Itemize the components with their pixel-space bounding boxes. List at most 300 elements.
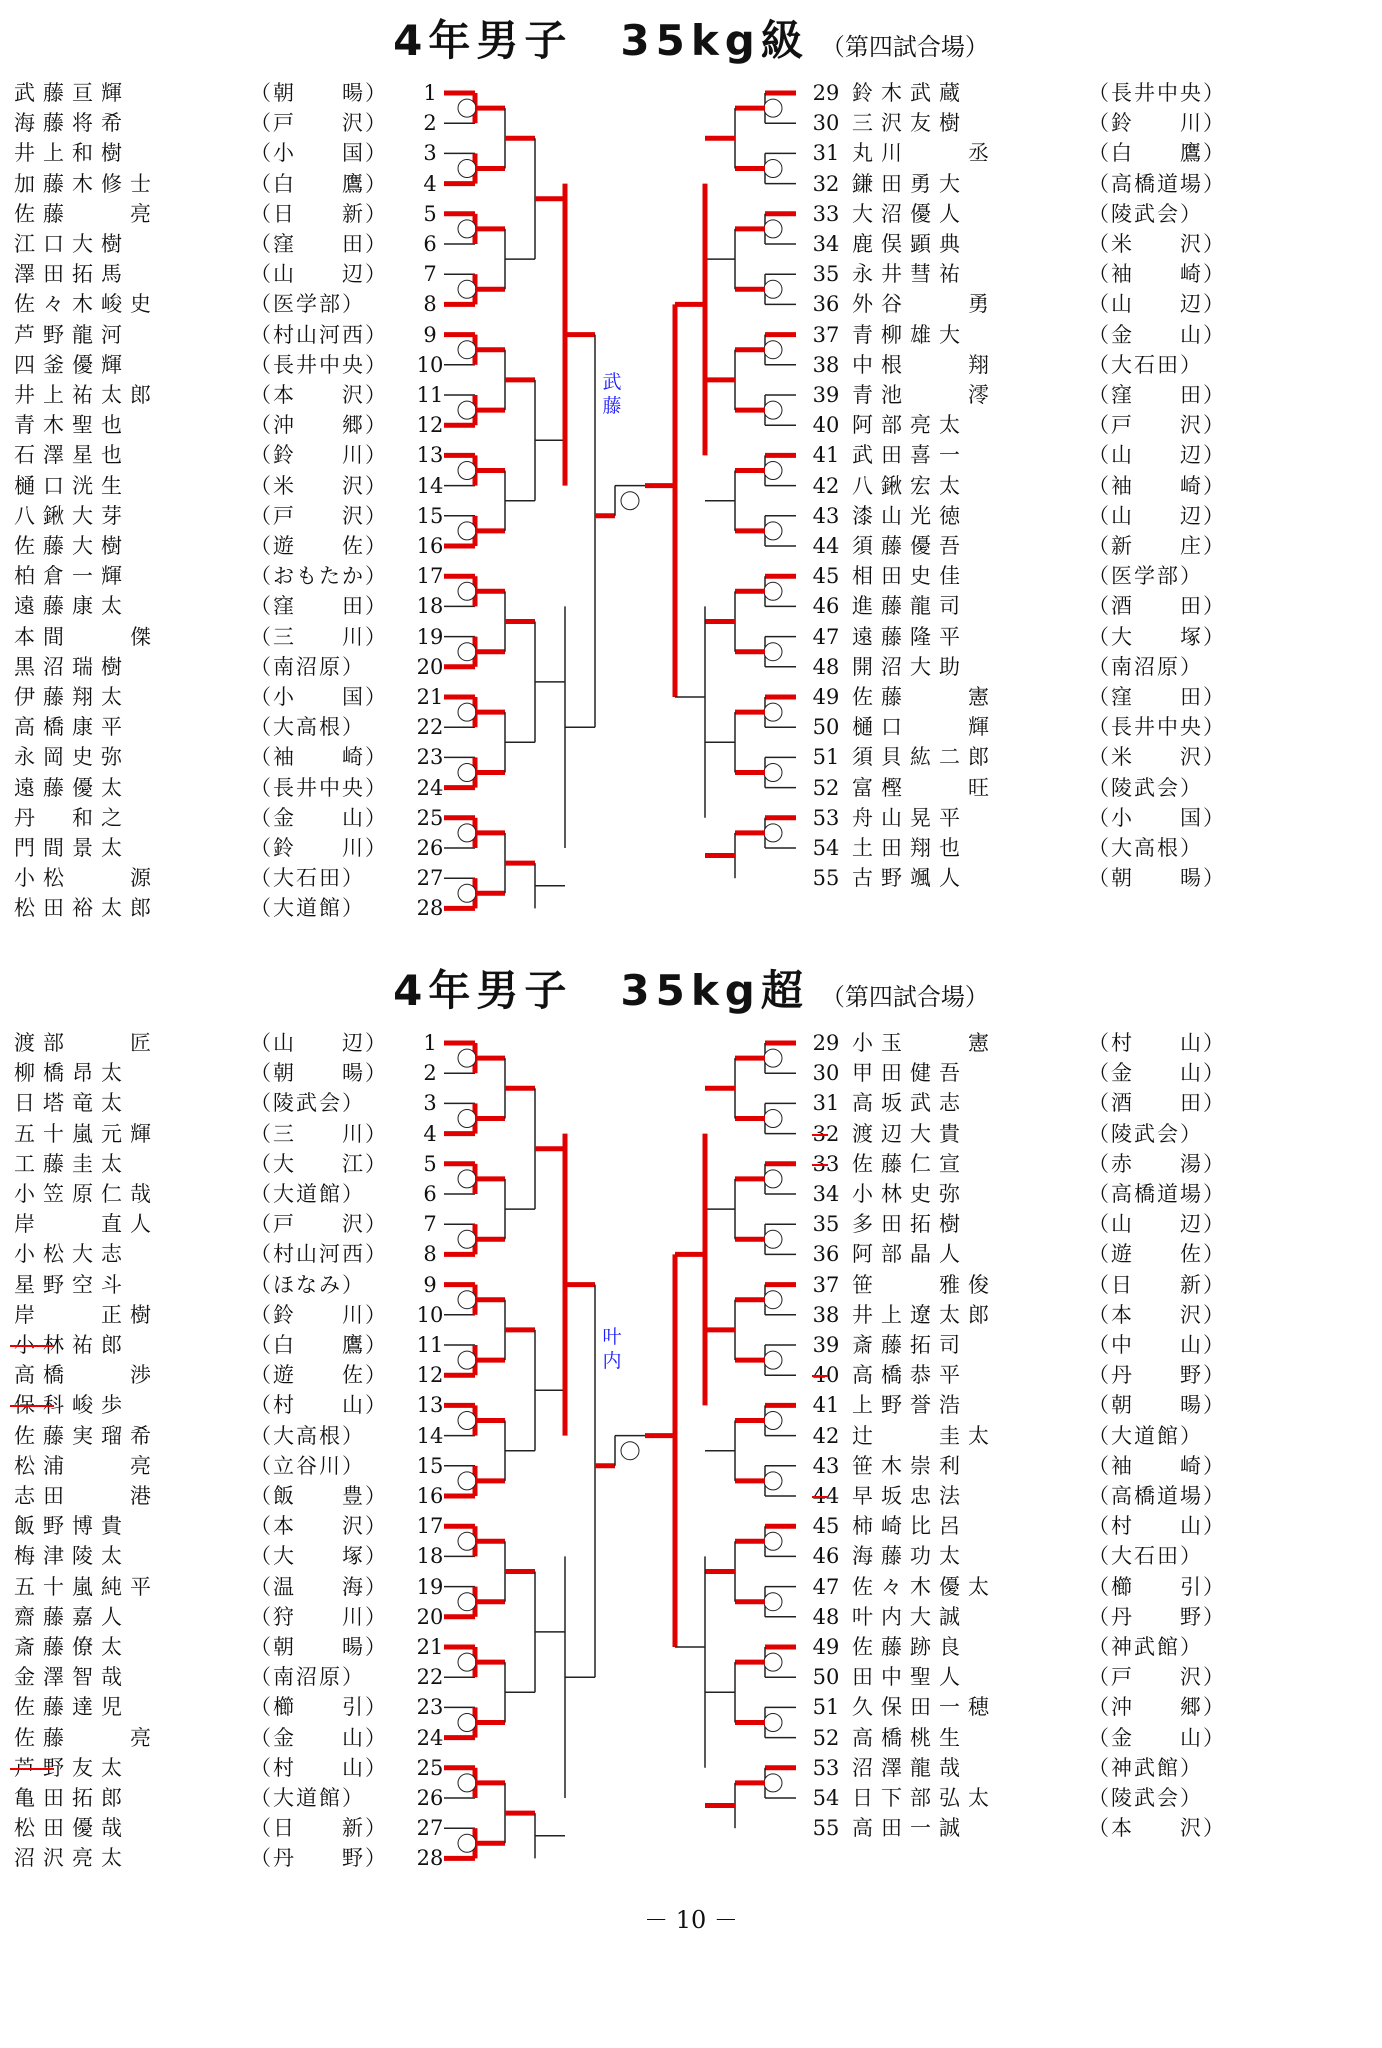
- entrant-number: 36: [812, 1242, 840, 1267]
- match-number-marker: [458, 522, 476, 540]
- category-title: 4年男子 35kg超: [393, 966, 809, 1015]
- entrant-name: 舟山晃平: [852, 805, 968, 830]
- entrant-club: （ほなみ）: [250, 1272, 365, 1297]
- match-number-marker: [458, 643, 476, 661]
- entrant-club: （大道館）: [250, 1182, 365, 1206]
- entrant-club: （陵武会）: [1088, 775, 1203, 800]
- entrant-name: 辻 圭太: [852, 1423, 997, 1448]
- entrant-number: 32: [812, 1121, 840, 1146]
- entrant-name: 阿部亮太: [852, 413, 968, 438]
- entrant-name: 阿部晶人: [852, 1242, 968, 1267]
- entrant-number: 33: [812, 201, 840, 226]
- entrant-name: 土田翔也: [852, 836, 968, 860]
- match-number-marker: [458, 1653, 476, 1671]
- match-number-marker: [764, 1170, 782, 1188]
- entrant-club: （南沼原）: [1088, 654, 1203, 679]
- entrant-name: 遠藤康太: [14, 594, 130, 619]
- entrant-number: 26: [416, 1786, 444, 1810]
- entrant-name: 工藤圭太: [14, 1151, 130, 1176]
- entrant-name: 上野誉浩: [852, 1393, 968, 1418]
- entrant-club: （小 国）: [1088, 805, 1226, 830]
- entrant-name: 叶内大誠: [852, 1604, 968, 1629]
- entrant-name: 海藤将希: [14, 111, 130, 136]
- entrant-number: 41: [812, 443, 840, 468]
- entrant-club: （白 鷹）: [1088, 141, 1226, 166]
- entrant-number: 52: [812, 775, 840, 800]
- entrant-number: 38: [812, 1302, 840, 1327]
- entrant-number: 34: [812, 1182, 840, 1206]
- entrant-number: 49: [812, 1635, 840, 1659]
- entrant-name: 斎藤拓司: [852, 1333, 968, 1357]
- entrant-club: （窪 田）: [250, 232, 388, 256]
- entrant-number: 20: [416, 654, 444, 679]
- entrant-name: 丹 和之: [14, 805, 130, 830]
- entrant-club: （日 新）: [250, 1816, 388, 1841]
- entrant-club: （温 海）: [250, 1574, 388, 1599]
- entrant-name: 松田優哉: [14, 1816, 130, 1841]
- entrant-club: （村 山）: [250, 1393, 388, 1418]
- entrant-number: 36: [812, 292, 840, 317]
- match-number-marker: [764, 1653, 782, 1671]
- entrant-club: （大石田）: [250, 866, 365, 891]
- entrant-club: （窪 田）: [1088, 685, 1226, 709]
- winner-name: 叶内: [602, 1326, 622, 1372]
- entrant-number: 4: [423, 171, 437, 196]
- match-number-marker: [458, 1170, 476, 1188]
- entrant-club: （長井中央）: [1088, 81, 1226, 105]
- entrant-number: 29: [812, 1031, 840, 1055]
- entrant-club: （袖 崎）: [1088, 262, 1226, 287]
- match-number-marker: [764, 1532, 782, 1550]
- entrant-club: （戸 沢）: [1088, 1665, 1226, 1690]
- entrant-name: 江口大樹: [14, 232, 130, 256]
- entrant-name: 須藤優吾: [852, 534, 968, 558]
- match-number-marker: [764, 1593, 782, 1611]
- match-number-marker: [458, 1714, 476, 1732]
- match-number-marker: [764, 1230, 782, 1248]
- match-number-marker: [764, 280, 782, 298]
- match-number-marker: [458, 1049, 476, 1067]
- entrant-club: （袖 崎）: [1088, 1453, 1226, 1478]
- entrant-name: 笹木崇利: [852, 1453, 968, 1478]
- entrant-club: （山 辺）: [250, 262, 388, 287]
- entrant-club: （酒 田）: [1088, 594, 1226, 619]
- entrant-number: 1: [423, 81, 437, 105]
- entrant-number: 6: [423, 1182, 437, 1206]
- entrant-number: 35: [812, 262, 840, 287]
- match-number-marker: [764, 1049, 782, 1067]
- entrant-name: 飯野博貴: [14, 1514, 130, 1539]
- entrant-club: （高橋道場）: [1088, 171, 1226, 196]
- entrant-number: 14: [416, 473, 444, 498]
- match-number-marker: [458, 703, 476, 721]
- entrant-name: 武藤亘輝: [14, 81, 130, 105]
- entrant-club: （金 山）: [250, 1725, 388, 1750]
- entrant-name: 五十嵐純平: [14, 1574, 159, 1599]
- match-number-marker: [458, 341, 476, 359]
- entrant-club: （沖 郷）: [1088, 1695, 1226, 1720]
- entrant-number: 30: [812, 111, 840, 136]
- match-number-marker: [458, 462, 476, 480]
- entrant-club: （村山河西）: [250, 322, 388, 347]
- entrant-club: （遊 佐）: [250, 534, 388, 558]
- entrant-name: 多田拓樹: [852, 1212, 968, 1237]
- entrant-club: （長井中央）: [250, 352, 388, 377]
- entrant-number: 55: [812, 866, 840, 891]
- entrant-name: 外谷 勇: [852, 292, 997, 317]
- match-number-marker: [458, 1230, 476, 1248]
- entrant-name: 伊藤翔太: [14, 685, 130, 709]
- entrant-club: （おもたか）: [250, 564, 388, 589]
- entrant-name: 大沼優人: [852, 201, 968, 226]
- match-number-marker: [764, 1774, 782, 1792]
- match-number-marker: [458, 764, 476, 782]
- entrant-name: 佐藤実瑠希: [14, 1423, 159, 1448]
- entrant-name: 門間景太: [14, 836, 130, 860]
- entrant-name: 岸 正樹: [14, 1302, 159, 1327]
- match-number-marker: [458, 1532, 476, 1550]
- entrant-name: 武田喜一: [852, 443, 968, 468]
- match-number-marker: [458, 1351, 476, 1369]
- entrant-name: 日下部弘太: [852, 1786, 997, 1810]
- match-number-marker: [764, 341, 782, 359]
- entrant-club: （金 山）: [1088, 322, 1226, 347]
- entrant-club: （日 新）: [250, 201, 388, 226]
- entrant-number: 39: [812, 383, 840, 407]
- match-number-marker: [764, 160, 782, 178]
- entrant-name: 小笠原仁哉: [14, 1182, 159, 1206]
- entrant-club: （高橋道場）: [1088, 1182, 1226, 1206]
- match-number-marker: [621, 1442, 639, 1460]
- entrant-number: 12: [416, 413, 444, 438]
- entrant-club: （南沼原）: [250, 1665, 365, 1690]
- entrant-name: 黒沼瑞樹: [14, 654, 130, 679]
- entrant-name: 青池 澪: [852, 383, 997, 407]
- entrant-club: （遊 佐）: [250, 1363, 388, 1388]
- entrant-number: 10: [416, 1302, 444, 1327]
- match-number-marker: [764, 1412, 782, 1430]
- entrant-number: 21: [416, 1635, 444, 1659]
- entrant-club: （金 山）: [250, 805, 388, 830]
- entrant-name: 保科峻歩: [14, 1393, 130, 1418]
- entrant-name: 梅津陵太: [14, 1544, 130, 1569]
- entrant-number: 17: [416, 564, 444, 589]
- entrant-name: 開沼大助: [852, 654, 968, 679]
- match-number-marker: [764, 764, 782, 782]
- entrant-club: （白 鷹）: [250, 171, 388, 196]
- entrant-club: （窪 田）: [1088, 383, 1226, 407]
- entrant-name: 小林祐郎: [14, 1333, 130, 1357]
- entrant-name: 八鍬大芽: [14, 503, 130, 528]
- entrant-number: 31: [812, 1091, 840, 1116]
- entrant-number: 44: [812, 1484, 840, 1508]
- entrant-name: 井上祐太郎: [14, 383, 159, 407]
- entrant-number: 46: [812, 1544, 840, 1569]
- entrant-number: 20: [416, 1604, 444, 1629]
- entrant-club: （山 辺）: [1088, 292, 1226, 317]
- entrant-number: 21: [416, 685, 444, 709]
- entrant-number: 37: [812, 1272, 840, 1297]
- entrant-club: （医学部）: [250, 292, 365, 317]
- match-number-marker: [458, 1834, 476, 1852]
- entrant-club: （鈴 川）: [250, 1302, 388, 1327]
- entrant-name: 永岡史弥: [14, 745, 130, 770]
- entrant-club: （山 辺）: [250, 1031, 388, 1055]
- entrant-name: 柏倉一輝: [14, 564, 130, 589]
- entrant-number: 11: [416, 383, 444, 407]
- entrant-name: 井上和樹: [14, 141, 130, 166]
- match-number-marker: [458, 824, 476, 842]
- entrant-club: （陵武会）: [1088, 201, 1203, 226]
- entrant-number: 10: [416, 352, 444, 377]
- entrant-name: 高坂武志: [852, 1091, 968, 1116]
- entrant-number: 14: [416, 1423, 444, 1448]
- entrant-number: 55: [812, 1816, 840, 1841]
- section-35kg-over: [0, 950, 1382, 1910]
- entrant-name: 樋口 輝: [852, 715, 997, 740]
- entrant-number: 22: [416, 715, 444, 740]
- match-number-marker: [458, 220, 476, 238]
- entrant-club: （大高根）: [250, 1423, 365, 1448]
- entrant-name: 佐藤達児: [14, 1695, 130, 1720]
- entrant-club: （朝 暘）: [1088, 1393, 1226, 1418]
- entrant-club: （山 辺）: [1088, 443, 1226, 468]
- entrant-number: 33: [812, 1151, 840, 1176]
- entrant-name: 青柳雄大: [852, 322, 968, 347]
- entrant-name: 澤田拓馬: [14, 262, 130, 287]
- entrant-number: 23: [416, 1695, 444, 1720]
- entrant-club: （新 庄）: [1088, 534, 1226, 558]
- entrant-name: 佐藤跡良: [852, 1635, 968, 1659]
- entrant-number: 51: [812, 745, 840, 770]
- entrant-club: （米 沢）: [250, 473, 388, 498]
- entrant-name: 佐藤仁宣: [852, 1151, 968, 1176]
- entrant-club: （窪 田）: [250, 594, 388, 619]
- entrant-number: 2: [423, 111, 437, 136]
- entrant-club: （医学部）: [1088, 564, 1203, 589]
- entrant-number: 40: [812, 1363, 840, 1388]
- entrant-name: 星野空斗: [14, 1272, 130, 1297]
- entrant-name: 本間 傑: [14, 624, 159, 649]
- match-number-marker: [458, 280, 476, 298]
- entrant-number: 15: [416, 1453, 444, 1478]
- entrant-number: 7: [423, 262, 437, 287]
- entrant-name: 八鍬宏太: [852, 473, 968, 498]
- entrant-club: （山 辺）: [1088, 503, 1226, 528]
- entrant-name: 岸 直人: [14, 1212, 159, 1237]
- entrant-name: 海藤功太: [852, 1544, 968, 1569]
- entrant-club: （狩 川）: [250, 1604, 388, 1629]
- entrant-club: （神武館）: [1088, 1755, 1203, 1780]
- entrant-number: 43: [812, 1453, 840, 1478]
- entrant-number: 3: [423, 141, 437, 166]
- entrant-number: 31: [812, 141, 840, 166]
- entrant-number: 5: [423, 1151, 437, 1176]
- entrant-name: 樋口洸生: [14, 473, 130, 498]
- entrant-number: 50: [812, 715, 840, 740]
- entrant-club: （金 山）: [1088, 1725, 1226, 1750]
- entrant-name: 佐藤 亮: [14, 1725, 159, 1750]
- entrant-name: 高橋康平: [14, 715, 130, 740]
- entrant-name: 相田史佳: [852, 564, 968, 589]
- entrant-number: 39: [812, 1333, 840, 1357]
- entrant-club: （長井中央）: [1088, 715, 1226, 740]
- entrant-number: 23: [416, 745, 444, 770]
- entrant-number: 43: [812, 503, 840, 528]
- entrant-name: 三沢友樹: [852, 111, 968, 136]
- entrant-name: 四釜優輝: [14, 352, 130, 377]
- entrant-name: 早坂忠法: [852, 1484, 968, 1508]
- entrant-number: 25: [416, 805, 444, 830]
- entrant-name: 佐々木優太: [852, 1574, 997, 1599]
- entrant-name: 井上遼太郎: [852, 1302, 997, 1327]
- entrant-name: 田中聖人: [852, 1665, 968, 1690]
- match-number-marker: [764, 401, 782, 419]
- entrant-club: （高橋道場）: [1088, 1484, 1226, 1508]
- match-number-marker: [764, 1291, 782, 1309]
- entrant-club: （村山河西）: [250, 1242, 388, 1267]
- entrant-club: （朝 暘）: [250, 1061, 388, 1086]
- entrant-club: （赤 湯）: [1088, 1151, 1226, 1176]
- venue-label: （第四試合場）: [820, 33, 989, 61]
- entrant-club: （丹 野）: [250, 1846, 388, 1871]
- entrant-name: 高田一誠: [852, 1816, 968, 1841]
- match-number-marker: [764, 703, 782, 721]
- entrant-number: 46: [812, 594, 840, 619]
- entrant-number: 19: [416, 624, 444, 649]
- entrant-name: 高橋恭平: [852, 1363, 968, 1388]
- entrant-name: 日塔竜太: [14, 1091, 130, 1116]
- entrant-name: 漆山光徳: [852, 503, 968, 528]
- entrant-club: （山 辺）: [1088, 1212, 1226, 1237]
- entrant-name: 佐藤大樹: [14, 534, 130, 558]
- entrant-name: 古野颯人: [852, 866, 968, 891]
- entrant-name: 富樫 旺: [852, 775, 997, 800]
- entrant-number: 12: [416, 1363, 444, 1388]
- entrant-number: 54: [812, 836, 840, 860]
- match-number-marker: [458, 582, 476, 600]
- entrant-name: 佐々木峻史: [14, 292, 159, 317]
- match-number-marker: [764, 1472, 782, 1490]
- entrant-number: 24: [416, 775, 444, 800]
- entrant-club: （大石田）: [1088, 1544, 1203, 1569]
- entrant-club: （朝 暘）: [1088, 866, 1226, 891]
- entrant-name: 小林史弥: [852, 1182, 968, 1206]
- match-number-marker: [764, 1351, 782, 1369]
- entrant-club: （白 鷹）: [250, 1333, 388, 1357]
- match-number-marker: [458, 401, 476, 419]
- entrant-number: 27: [416, 866, 444, 891]
- entrant-number: 44: [812, 534, 840, 558]
- entrant-name: 青木聖也: [14, 413, 130, 438]
- entrant-club: （戸 沢）: [250, 111, 388, 136]
- entrant-number: 49: [812, 685, 840, 709]
- entrant-club: （飯 豊）: [250, 1484, 388, 1508]
- entrant-club: （大 塚）: [250, 1544, 388, 1569]
- entrant-club: （本 沢）: [1088, 1816, 1226, 1841]
- entrant-number: 37: [812, 322, 840, 347]
- entrant-club: （戸 沢）: [250, 503, 388, 528]
- entrant-club: （沖 郷）: [250, 413, 388, 438]
- entrant-number: 47: [812, 1574, 840, 1599]
- entrant-name: 小玉 憲: [852, 1031, 997, 1055]
- entrant-club: （大高根）: [1088, 836, 1203, 860]
- entrant-number: 17: [416, 1514, 444, 1539]
- match-number-marker: [764, 99, 782, 117]
- match-number-marker: [764, 1714, 782, 1732]
- entrant-club: （金 山）: [1088, 1061, 1226, 1086]
- entrant-club: （本 沢）: [1088, 1302, 1226, 1327]
- entrant-number: 28: [416, 1846, 444, 1871]
- entrant-name: 沼沢亮太: [14, 1846, 130, 1871]
- entrant-number: 40: [812, 413, 840, 438]
- match-number-marker: [458, 1774, 476, 1792]
- entrant-club: （袖 崎）: [250, 745, 388, 770]
- entrant-number: 38: [812, 352, 840, 377]
- entrant-name: 須貝紘二郎: [852, 745, 997, 770]
- entrant-club: （陵武会）: [1088, 1786, 1203, 1810]
- entrant-number: 16: [416, 534, 444, 558]
- entrant-name: 加藤木修士: [14, 171, 159, 196]
- match-number-marker: [458, 1110, 476, 1128]
- entrant-number: 16: [416, 1484, 444, 1508]
- match-number-marker: [764, 824, 782, 842]
- entrant-number: 9: [423, 1272, 437, 1297]
- entrant-name: 金澤智哉: [14, 1665, 130, 1690]
- entrant-club: （丹 野）: [1088, 1363, 1226, 1388]
- match-number-marker: [764, 582, 782, 600]
- match-number-marker: [764, 522, 782, 540]
- entrant-club: （本 沢）: [250, 383, 388, 407]
- entrant-name: 渡辺大貴: [852, 1121, 968, 1146]
- entrant-number: 29: [812, 81, 840, 105]
- entrant-name: 佐藤 亮: [14, 201, 159, 226]
- entrant-number: 1: [423, 1031, 437, 1055]
- entrant-name: 小松大志: [14, 1242, 130, 1267]
- entrant-name: 芦野友太: [14, 1755, 130, 1780]
- match-number-marker: [621, 492, 639, 510]
- entrant-number: 4: [423, 1121, 437, 1146]
- match-number-marker: [764, 1110, 782, 1128]
- entrant-club: （南沼原）: [250, 654, 365, 679]
- entrant-club: （大 塚）: [1088, 624, 1226, 649]
- entrant-name: 亀田拓郎: [14, 1786, 130, 1810]
- category-title: 4年男子 35kg級: [393, 16, 809, 65]
- entrant-club: （鈴 川）: [1088, 111, 1226, 136]
- entrant-name: 鹿俣顕典: [852, 232, 968, 256]
- entrant-name: 久保田一穂: [852, 1695, 997, 1720]
- match-number-marker: [458, 1593, 476, 1611]
- entrant-name: 高橋 渉: [14, 1363, 159, 1388]
- entrant-name: 佐藤 憲: [852, 685, 997, 709]
- entrant-number: 54: [812, 1786, 840, 1810]
- entrant-number: 8: [423, 292, 437, 317]
- entrant-number: 32: [812, 171, 840, 196]
- entrant-number: 18: [416, 594, 444, 619]
- entrant-club: （村 山）: [250, 1755, 388, 1780]
- match-number-marker: [458, 884, 476, 902]
- entrant-club: （戸 沢）: [250, 1212, 388, 1237]
- entrant-club: （中 山）: [1088, 1333, 1226, 1357]
- entrant-club: （三 川）: [250, 624, 388, 649]
- entrant-name: 柳橋昂太: [14, 1061, 130, 1086]
- entrant-club: （大 江）: [250, 1151, 388, 1176]
- entrant-club: （陵武会）: [250, 1091, 365, 1116]
- entrant-name: 甲田健吾: [852, 1061, 968, 1086]
- entrant-number: 41: [812, 1393, 840, 1418]
- entrant-number: 19: [416, 1574, 444, 1599]
- entrant-name: 松浦 亮: [14, 1453, 159, 1478]
